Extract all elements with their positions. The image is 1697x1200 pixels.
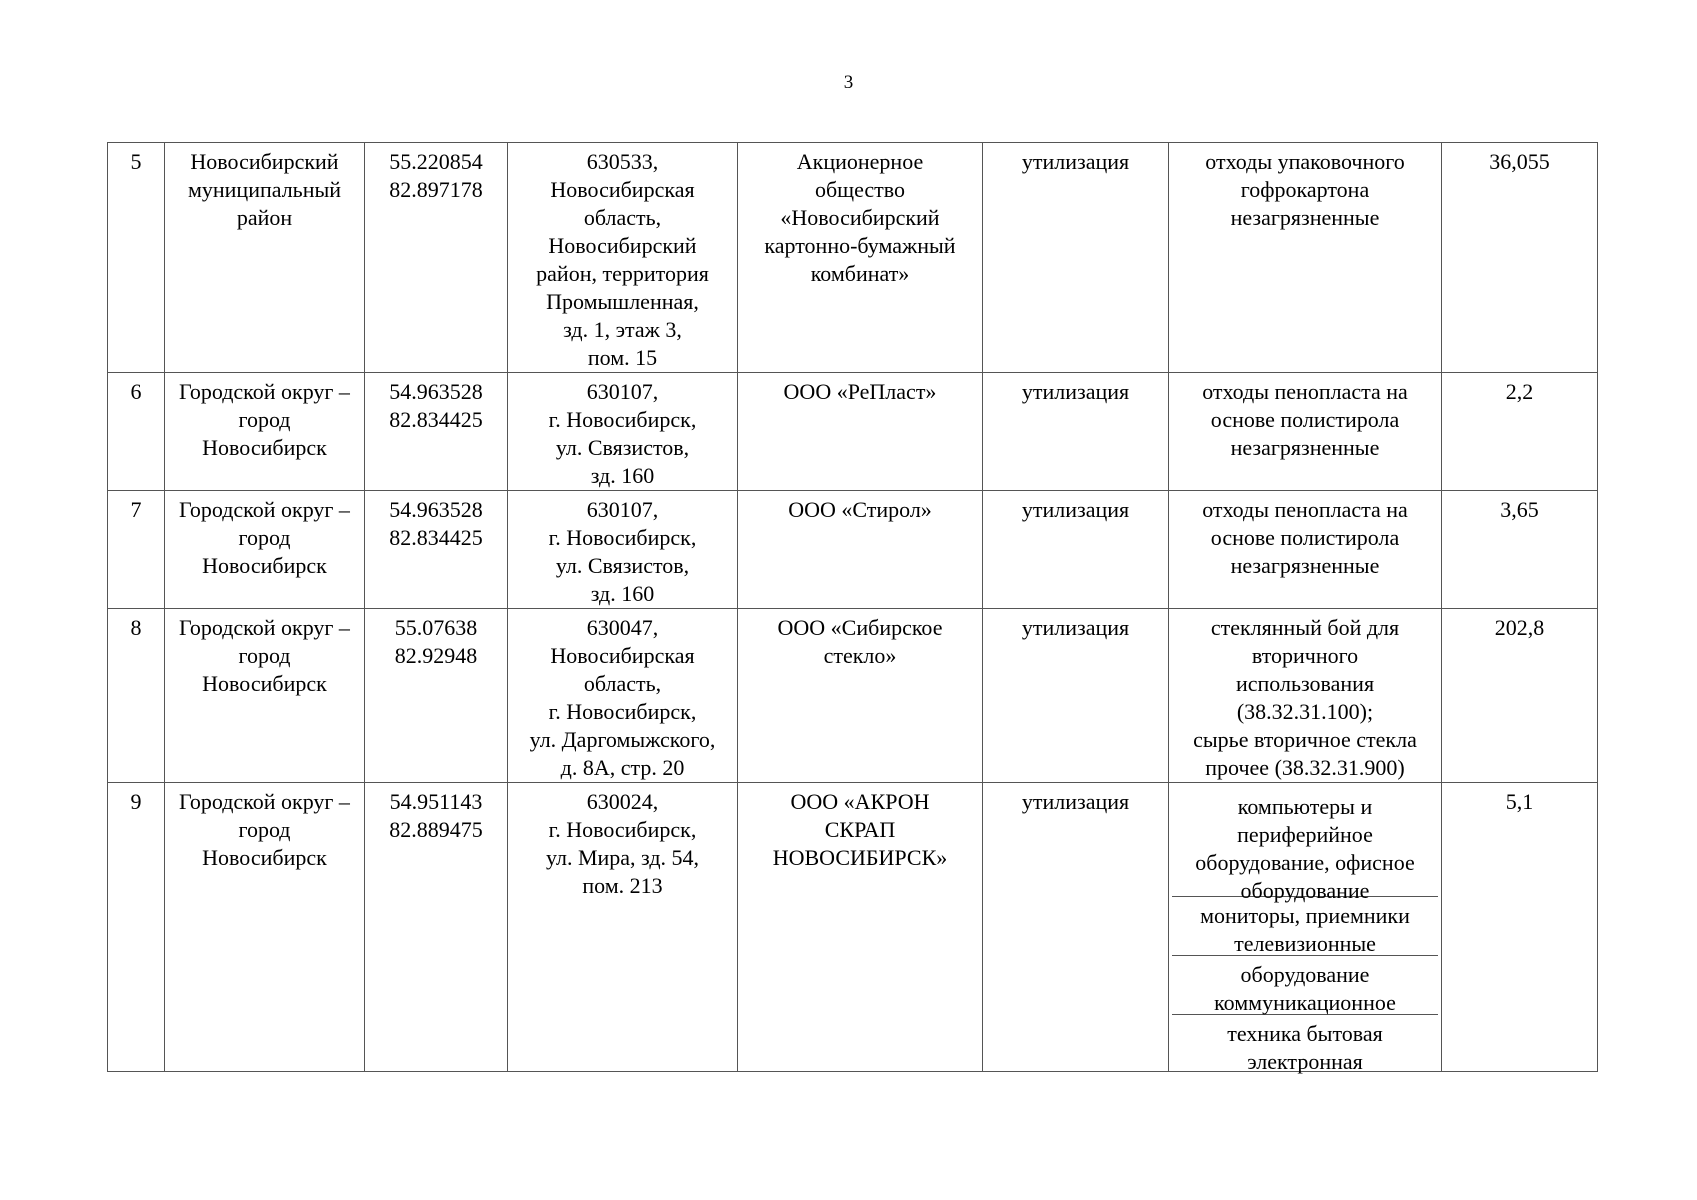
territory-line: муниципальный	[187, 177, 342, 202]
address-line: г. Новосибирск,	[548, 407, 697, 432]
organization-line: ООО «РеПласт»	[783, 379, 937, 404]
coordinate-value: 55.07638	[394, 615, 478, 640]
row-number-cell	[108, 609, 165, 783]
organization-line: ООО «АКРОН	[790, 789, 930, 814]
waste-type-line: основе полистирола	[1210, 525, 1400, 550]
organization-cell	[738, 783, 983, 1072]
waste-type-subcell	[1172, 897, 1438, 956]
row-number: 8	[130, 615, 142, 640]
territory-line: Городской округ –	[179, 497, 350, 522]
activity-type: утилизация	[1021, 149, 1130, 174]
waste-type-line: (38.32.31.100);	[1236, 699, 1374, 724]
activity-cell	[983, 143, 1169, 373]
waste-type-cell	[1169, 143, 1442, 373]
activity-type: утилизация	[1021, 789, 1130, 814]
address-line: 630533,	[586, 149, 659, 174]
waste-type-line: незагрязненные	[1230, 435, 1380, 460]
amount-value: 2,2	[1505, 379, 1534, 404]
amount-cell	[1442, 491, 1598, 609]
activity-type: утилизация	[1021, 497, 1130, 522]
waste-type-cell	[1169, 783, 1442, 1072]
coordinate-value: 54.951143	[389, 789, 483, 814]
territory-line: район	[236, 205, 293, 230]
amount-value: 36,055	[1489, 149, 1550, 174]
waste-type-cell	[1169, 609, 1442, 783]
row-number: 5	[130, 149, 142, 174]
table-row	[108, 373, 1598, 491]
waste-type-cell	[1169, 491, 1442, 609]
organization-line: Акционерное	[796, 149, 924, 174]
organization-line: «Новосибирский	[780, 205, 940, 230]
address-line: область,	[583, 671, 662, 696]
address-line: Новосибирский	[548, 233, 697, 258]
coordinates-cell	[365, 783, 508, 1072]
amount-cell	[1442, 783, 1598, 1072]
table-row	[108, 491, 1598, 609]
organization-line: СКРАП	[824, 817, 896, 842]
organization-line: ООО «Сибирское	[777, 615, 943, 640]
amount-cell	[1442, 373, 1598, 491]
waste-type-line: отходы упаковочного	[1205, 149, 1405, 174]
coordinate-value: 55.220854	[389, 149, 483, 174]
address-line: зд. 1, этаж 3,	[563, 317, 682, 342]
territory-line: Городской округ –	[179, 789, 350, 814]
waste-type-line: стеклянный бой для	[1210, 615, 1400, 640]
address-line: 630047,	[586, 615, 659, 640]
coordinate-value: 82.889475	[389, 817, 483, 842]
address-line: 630107,	[586, 379, 659, 404]
coordinates-cell	[365, 373, 508, 491]
coordinate-value: 54.963528	[389, 379, 483, 404]
organization-line: картонно-бумажный	[764, 233, 956, 258]
activity-cell	[983, 491, 1169, 609]
waste-type-line: оборудование	[1240, 878, 1370, 903]
coordinates-cell	[365, 143, 508, 373]
address-line: зд. 160	[590, 463, 655, 488]
territory-line: город	[238, 817, 291, 842]
row-number-cell	[108, 491, 165, 609]
organization-cell	[738, 373, 983, 491]
row-number: 9	[130, 789, 142, 814]
organization-line: стекло»	[823, 643, 897, 668]
territory-line: город	[238, 525, 291, 550]
address-line: зд. 160	[590, 581, 655, 606]
table-row	[108, 783, 1598, 1072]
row-number: 7	[130, 497, 142, 522]
waste-type-line: электронная	[1247, 1049, 1363, 1074]
organization-line: общество	[814, 177, 906, 202]
amount-value: 202,8	[1494, 615, 1545, 640]
address-cell	[508, 373, 738, 491]
address-line: пом. 15	[587, 345, 658, 370]
page-number: 3	[843, 72, 854, 93]
organization-line: НОВОСИБИРСК»	[772, 845, 948, 870]
address-line: 630107,	[586, 497, 659, 522]
address-line: Новосибирская	[550, 643, 695, 668]
address-line: Промышленная,	[546, 289, 699, 314]
waste-type-line: коммуникационное	[1214, 990, 1396, 1015]
address-cell	[508, 783, 738, 1072]
table-row	[108, 609, 1598, 783]
organization-cell	[738, 609, 983, 783]
activity-cell	[983, 373, 1169, 491]
waste-type-subcell	[1172, 956, 1438, 1015]
waste-type-subcell	[1172, 788, 1438, 903]
table-row	[108, 143, 1598, 373]
territory-line: Новосибирский	[190, 149, 339, 174]
activity-cell	[983, 783, 1169, 1072]
coordinate-value: 82.834425	[389, 407, 483, 432]
territory-line: Городской округ –	[179, 615, 350, 640]
territory-cell	[165, 143, 365, 373]
address-cell	[508, 143, 738, 373]
territory-line: город	[238, 643, 291, 668]
territory-cell	[165, 609, 365, 783]
territory-cell	[165, 491, 365, 609]
territory-line: Новосибирск	[202, 845, 327, 870]
waste-type-subcell	[1172, 1015, 1438, 1074]
waste-facilities-table	[107, 142, 1598, 1072]
address-line: ул. Связистов,	[555, 435, 690, 460]
address-cell	[508, 609, 738, 783]
waste-type-line: использования	[1235, 671, 1375, 696]
territory-line: город	[238, 407, 291, 432]
territory-cell	[165, 373, 365, 491]
address-line: г. Новосибирск,	[548, 699, 697, 724]
waste-type-line: телевизионные	[1234, 931, 1376, 956]
address-line: район, территория	[536, 261, 709, 286]
table-body	[108, 143, 1598, 1072]
waste-type-line: вторичного	[1251, 643, 1359, 668]
row-number-cell	[108, 143, 165, 373]
row-number-cell	[108, 373, 165, 491]
waste-type-line: незагрязненные	[1230, 553, 1380, 578]
waste-type-line: мониторы, приемники	[1200, 903, 1410, 928]
amount-cell	[1442, 143, 1598, 373]
coordinates-cell	[365, 609, 508, 783]
address-line: ул. Мира, зд. 54,	[545, 845, 700, 870]
waste-type-line: прочее (38.32.31.900)	[1205, 755, 1405, 780]
activity-type: утилизация	[1021, 379, 1130, 404]
waste-type-line: оборудование	[1240, 962, 1370, 987]
waste-type-line: сырье вторичное стекла	[1193, 727, 1417, 752]
activity-type: утилизация	[1021, 615, 1130, 640]
waste-type-line: гофрокартона	[1240, 177, 1370, 202]
address-line: 630024,	[586, 789, 659, 814]
address-line: г. Новосибирск,	[548, 525, 697, 550]
waste-type-line: незагрязненные	[1230, 205, 1380, 230]
territory-line: Новосибирск	[202, 435, 327, 460]
organization-line: комбинат»	[810, 261, 910, 286]
waste-type-line: отходы пенопласта на	[1202, 379, 1408, 404]
address-line: ул. Даргомыжского,	[529, 727, 716, 752]
waste-type-line: техника бытовая	[1227, 1021, 1383, 1046]
territory-line: Городской округ –	[179, 379, 350, 404]
waste-type-line: отходы пенопласта на	[1202, 497, 1408, 522]
address-line: ул. Связистов,	[555, 553, 690, 578]
address-line: область,	[583, 205, 662, 230]
amount-cell	[1442, 609, 1598, 783]
coordinate-value: 54.963528	[389, 497, 483, 522]
address-line: пом. 213	[582, 873, 663, 898]
address-line: г. Новосибирск,	[548, 817, 697, 842]
row-number: 6	[130, 379, 142, 404]
coordinates-cell	[365, 491, 508, 609]
waste-type-cell	[1169, 373, 1442, 491]
coordinate-value: 82.834425	[389, 525, 483, 550]
waste-type-line: периферийное	[1237, 822, 1373, 847]
amount-value: 5,1	[1505, 789, 1534, 814]
territory-line: Новосибирск	[202, 553, 327, 578]
address-line: д. 8А, стр. 20	[560, 755, 685, 780]
waste-type-line: компьютеры и	[1237, 794, 1373, 819]
organization-cell	[738, 491, 983, 609]
territory-cell	[165, 783, 365, 1072]
territory-line: Новосибирск	[202, 671, 327, 696]
address-cell	[508, 491, 738, 609]
waste-type-line: основе полистирола	[1210, 407, 1400, 432]
waste-type-line: оборудование, офисное	[1195, 850, 1415, 875]
activity-cell	[983, 609, 1169, 783]
organization-cell	[738, 143, 983, 373]
row-number-cell	[108, 783, 165, 1072]
organization-line: ООО «Стирол»	[788, 497, 932, 522]
amount-value: 3,65	[1500, 497, 1539, 522]
address-line: Новосибирская	[550, 177, 695, 202]
coordinate-value: 82.92948	[394, 643, 478, 668]
coordinate-value: 82.897178	[389, 177, 483, 202]
